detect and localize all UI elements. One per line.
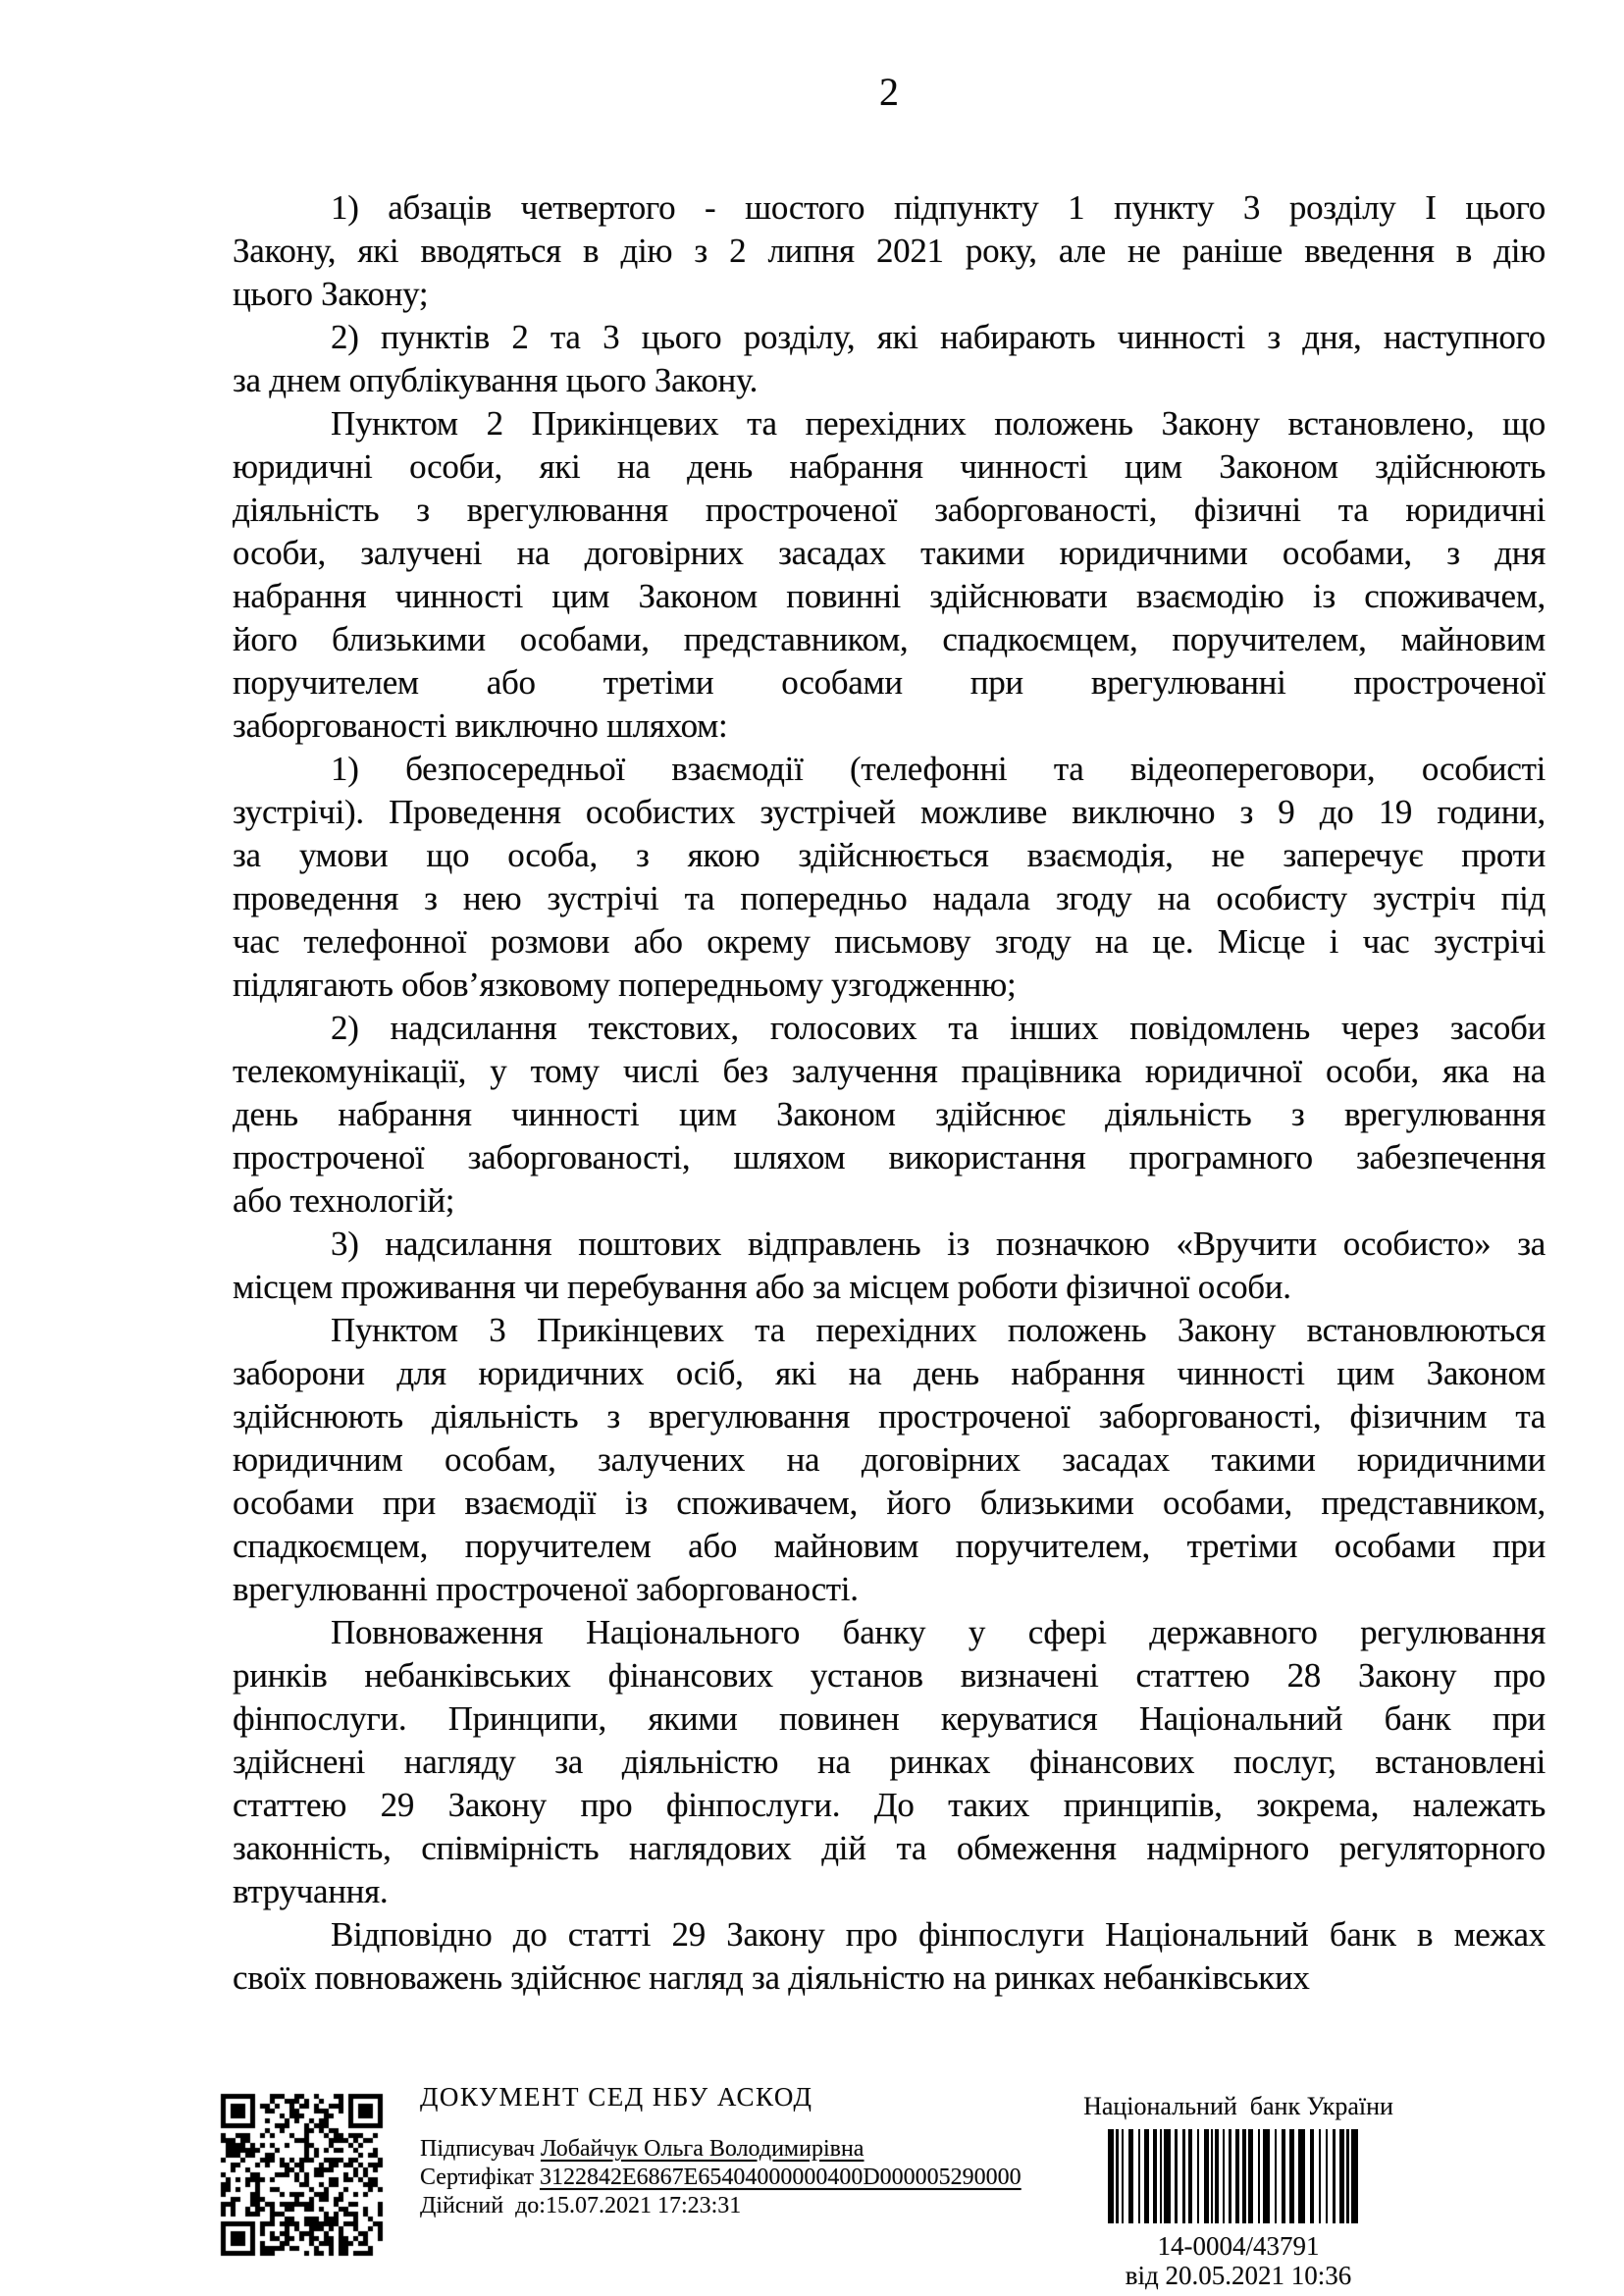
- text-line: поручителем або третіми особами при врегулюванні простроченої: [233, 663, 1545, 702]
- text-line: діяльність з врегулювання простроченої заборгованості, фізичні та юридичні: [233, 491, 1545, 529]
- text-line: Пунктом 3 Прикінцевих та перехідних положень Закону встановлюються: [331, 1311, 1545, 1349]
- text-line: Повноваження Національного банку у сфері державного регулювання: [331, 1613, 1545, 1651]
- text-line: телекомунікації, у тому числі без залучення працівника юридичної особи, яка на: [233, 1052, 1545, 1090]
- barcode: [1108, 2129, 1369, 2223]
- signer-name: Лобайчук Ольга Володимирівна: [541, 2136, 864, 2162]
- text-line: здійснені нагляду за діяльністю на ринках фінансових послуг, встановлені: [233, 1743, 1545, 1781]
- text-line: набрання чинності цим Законом повинні здійснювати взаємодію із споживачем,: [233, 577, 1545, 615]
- paragraph: [233, 1007, 1545, 1223]
- text-line: статтею 29 Закону про фінпослуги. До таких принципів, зокрема, належать: [233, 1786, 1545, 1824]
- validity-line: Дійсний до:15.07.2021 17:23:31: [420, 2193, 742, 2218]
- text-line: Відповідно до статті 29 Закону про фінпослуги Національний банк в межах: [331, 1915, 1545, 1954]
- text-line: 1) безпосередньої взаємодії (телефонні та відеопереговори, особисті: [331, 750, 1545, 788]
- registration-block: [1072, 2092, 1405, 2290]
- text-line: проведення з нею зустрічі та попередньо надала згоду на особисту зустріч під: [233, 879, 1545, 917]
- text-line: особами при взаємодії із споживачем, його близькими особами, представником,: [233, 1484, 1545, 1522]
- paragraph: [233, 402, 1545, 748]
- signer-line: [420, 2135, 1048, 2164]
- text-line: юридичним особам, залучених на договірних засадах такими юридичними: [233, 1440, 1545, 1479]
- paragraph: [233, 1913, 1545, 2000]
- text-line: своїх повноважень здійснює нагляд за діяльністю на ринках небанківських: [233, 1958, 1310, 1997]
- paragraph: [233, 316, 1545, 402]
- text-line: заборони для юридичних осіб, які на день набрання чинності цим Законом: [233, 1354, 1545, 1392]
- organization-name: Національний банк України: [1083, 2092, 1393, 2120]
- document-date: від 20.05.2021 10:36: [1125, 2261, 1352, 2290]
- text-line: 3) надсилання поштових відправлень із позначкою «Вручити особисто» за: [331, 1225, 1545, 1263]
- text-line: за днем опублікування цього Закону.: [233, 361, 759, 399]
- text-line: врегулюванні простроченої заборгованості.: [233, 1570, 859, 1608]
- certificate-number: 3122842E6867E65404000000400D000005290000: [540, 2165, 1022, 2190]
- text-line: час телефонної розмови або окрему письмову згоду на це. Місце і час зустрічі: [233, 922, 1545, 961]
- text-line: 2) пунктів 2 та 3 цього розділу, які набирають чинності з дня, наступного: [331, 318, 1545, 356]
- text-line: заборгованості виключно шляхом:: [233, 706, 728, 745]
- text-line: ринків небанківських фінансових установ визначені статтею 28 Закону про: [233, 1656, 1545, 1695]
- text-line: підлягають обов’язковому попередньому узгодженню;: [233, 965, 1017, 1004]
- text-line: здійснюють діяльність з врегулювання простроченої заборгованості, фізичним та: [233, 1397, 1545, 1435]
- paragraph: [233, 186, 1545, 316]
- document-number: 14-0004/43791: [1157, 2231, 1320, 2261]
- text-line: його близькими особами, представником, спадкоємцем, поручителем, майновим: [233, 620, 1545, 658]
- text-line: Пунктом 2 Прикінцевих та перехідних положень Закону встановлено, що: [331, 404, 1545, 443]
- paragraph: [233, 1309, 1545, 1611]
- text-line: особи, залучені на договірних засадах такими юридичними особами, з дня: [233, 534, 1545, 572]
- qr-code: [219, 2092, 385, 2257]
- text-line: 1) абзаців четвертого - шостого підпункту 1 пункту 3 розділу І цього: [331, 188, 1545, 227]
- text-line: фінпослуги. Принципи, якими повинен керуватися Національний банк при: [233, 1699, 1545, 1738]
- text-line: зустрічі). Проведення особистих зустрічей можливе виключно з 9 до 19 години,: [233, 793, 1545, 831]
- paragraph: [233, 748, 1545, 1007]
- paragraph: [233, 1611, 1545, 1913]
- document-body: [233, 186, 1545, 2000]
- text-line: втручання.: [233, 1872, 389, 1910]
- text-line: або технологій;: [233, 1181, 455, 1220]
- text-line: цього Закону;: [233, 275, 429, 313]
- signature-block: [420, 2082, 1048, 2220]
- certificate-line: [420, 2164, 1048, 2192]
- text-line: 2) надсилання текстових, голосових та інших повідомлень через засоби: [331, 1009, 1545, 1047]
- text-line: за умови що особа, з якою здійснюється взаємодія, не заперечує проти: [233, 836, 1545, 874]
- page-number: 2: [879, 70, 899, 114]
- paragraph: [233, 1223, 1545, 1309]
- text-line: місцем проживання чи перебування або за місцем роботи фізичної особи.: [233, 1268, 1291, 1306]
- text-line: день набрання чинності цим Законом здійснює діяльність з врегулювання: [233, 1095, 1545, 1133]
- text-line: простроченої заборгованості, шляхом використання програмного забезпечення: [233, 1138, 1545, 1176]
- system-label: ДОКУМЕНТ СЕД НБУ АСКОД: [420, 2082, 813, 2112]
- text-line: юридичні особи, які на день набрання чинності цим Законом здійснюють: [233, 447, 1545, 486]
- text-line: спадкоємцем, поручителем або майновим поручителем, третіми особами при: [233, 1527, 1545, 1565]
- text-line: Закону, які вводяться в дію з 2 липня 2021 року, але не раніше введення в дію: [233, 232, 1545, 270]
- certificate-label: Сертифікат: [420, 2165, 541, 2190]
- text-line: законність, співмірність наглядових дій та обмеження надмірного регуляторного: [233, 1829, 1545, 1867]
- signer-label: Підписувач: [420, 2136, 542, 2162]
